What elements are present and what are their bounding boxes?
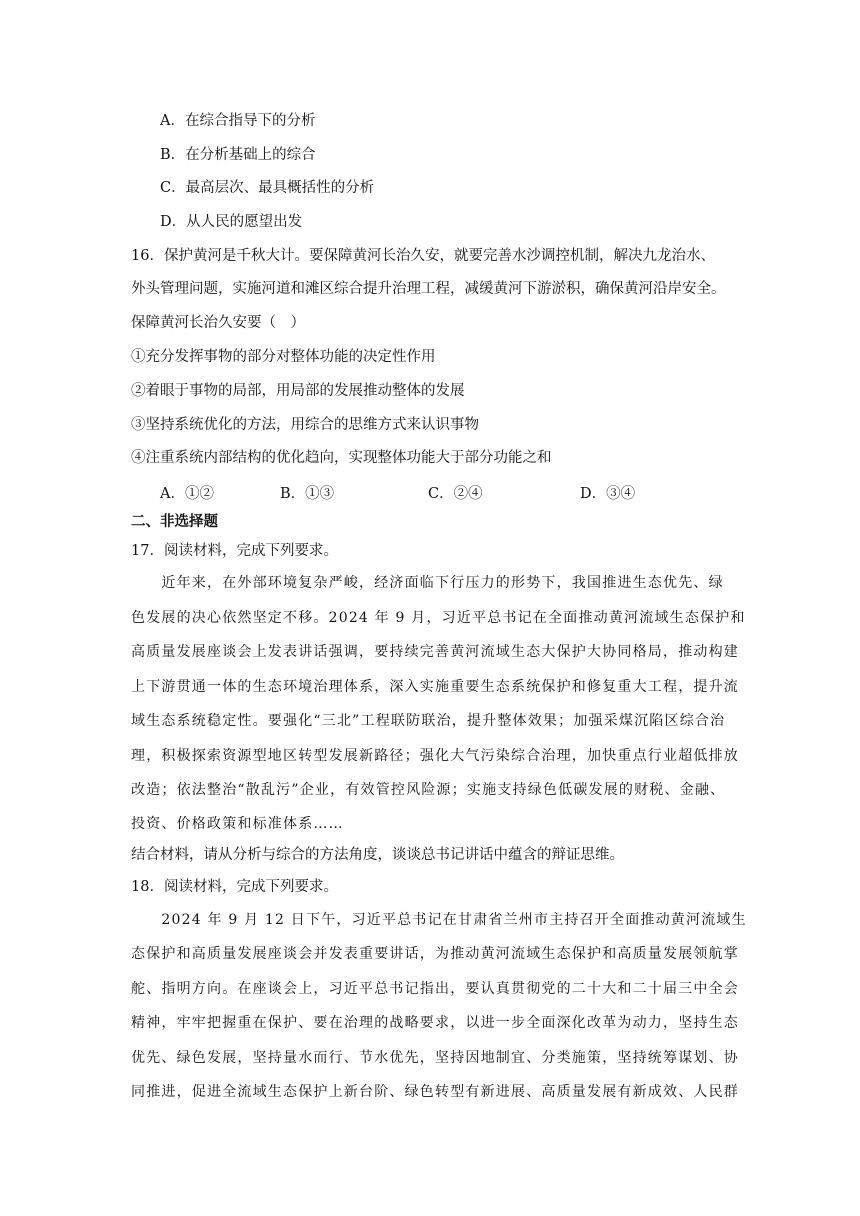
q17-material-line-3: 高质量发展座谈会上发表讲话强调，要持续完善黄河流域生态大保护大协同格局，推动构建 (131, 644, 739, 660)
q16-statement-4: ④注重系统内部结构的优化趋向，实现整体功能大于部分功能之和 (131, 450, 552, 466)
q15-option-c: C．最高层次、最具概括性的分析 (160, 180, 375, 196)
q16-choices (160, 482, 720, 502)
q17-material-line-4: 上下游贯通一体的生态环境治理体系，深入实施重要生态系统保护和修复重大工程，提升流 (131, 679, 739, 695)
q16-statement-2: ②着眼于事物的局部，用局部的发展推动整体的发展 (131, 383, 465, 399)
q18-material-line-4: 精神，牢牢把握重在保护、要在治理的战略要求，以进一步全面深化改革为动力，坚持生态 (131, 1015, 739, 1031)
q18-material-line-5: 优先、绿色发展，坚持量水而行、节水优先，坚持因地制宜、分类施策，坚持统筹谋划、协 (131, 1050, 739, 1066)
q15-option-d: D．从人民的愿望出发 (160, 214, 303, 230)
q17-question: 结合材料，请从分析与综合的方法角度，谈谈总书记讲话中蕴含的辩证思维。 (131, 847, 624, 863)
q16-statement-1: ①充分发挥事物的部分对整体功能的决定性作用 (131, 349, 436, 365)
q17-material-line-2: 色发展的决心依然坚定不移。2024 年 9 月，习近平总书记在全面推动黄河流域生态保护和 (131, 610, 746, 626)
q18-material-line-6: 同推进，促进全流域生态保护上新台阶、绿色转型有新进展、高质量发展有新成效、人民群 (131, 1084, 739, 1100)
q17-material-line-1: 近年来，在外部环境复杂严峻，经济面临下行压力的形势下，我国推进生态优先、绿 (131, 575, 724, 591)
q16-choice-b: B．①③ (280, 486, 335, 502)
q15-option-b: B．在分析基础上的综合 (160, 147, 316, 163)
section-title: 二、非选择题 (131, 513, 218, 530)
q16-choice-d: D．③④ (580, 486, 636, 502)
q17-material-line-7: 改造；依法整治“散乱污”企业，有效管控风险源；实施支持绿色低碳发展的财税、金融、 (131, 782, 726, 798)
q17-material-line-6: 理，积极探索资源型地区转型发展新路径；强化大气污染综合治理，加快重点行业超低排放 (131, 748, 739, 764)
q17-material-line-5: 域生态系统稳定性。要强化“三北”工程联防联治，提升整体效果；加强采煤沉陷区综合治 (131, 713, 726, 729)
q18-material-line-3: 舵、指明方向。在座谈会上，习近平总书记指出，要认真贯彻党的二十大和二十届三中全会 (131, 981, 739, 997)
q16-statement-3: ③坚持系统优化的方法，用综合的思维方式来认识事物 (131, 417, 479, 433)
q18-material-line-2: 态保护和高质量发展座谈会并发表重要讲话，为推动黄河流域生态保护和高质量发展领航掌 (131, 946, 739, 962)
q18-material-line-1: 2024 年 9 月 12 日下午，习近平总书记在甘肃省兰州市主持召开全面推动黄河流域生 (131, 912, 747, 928)
q16-choice-c: C．②④ (428, 486, 483, 502)
q17-material-line-8: 投资、价格政策和标准体系…… (131, 816, 344, 832)
q17-title: 17．阅读材料，完成下列要求。 (131, 543, 338, 559)
q16-stem-line-1: 16．保护黄河是千秋大计。要保障黄河长治久安，就要完善水沙调控机制，解决九龙治水、 (131, 248, 715, 264)
q16-stem-line-2: 外头管理问题，实施河道和滩区综合提升治理工程，减缓黄河下游淤积，确保黄河沿岸安全。 (131, 281, 726, 297)
q18-title: 18．阅读材料，完成下列要求。 (131, 879, 338, 895)
q16-stem-line-3: 保障黄河长治久安要（ ） (131, 315, 305, 331)
q15-option-a: A．在综合指导下的分析 (160, 113, 316, 129)
q16-choice-a: A．①② (160, 486, 214, 502)
